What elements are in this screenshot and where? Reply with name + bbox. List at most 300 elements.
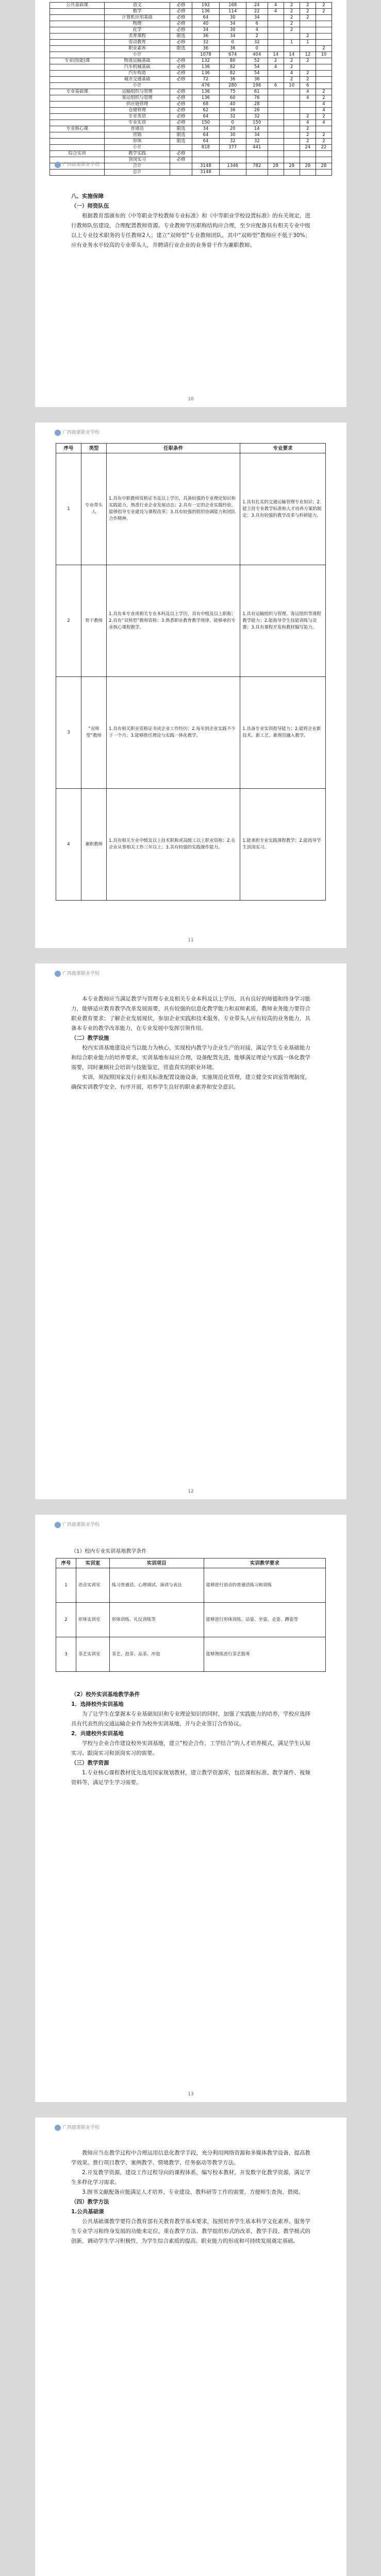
column-header: 实训教学要求 (204, 1558, 325, 1568)
table-cell: 28 (316, 163, 332, 170)
table-cell: 计算机应用基础 (105, 15, 170, 21)
table-row (50, 9, 332, 15)
table-cell: 75 (219, 89, 246, 95)
table-cell: 404 (246, 52, 268, 58)
table-cell: 总计 (105, 170, 170, 176)
table-cell (268, 114, 284, 120)
table-cell (284, 170, 300, 176)
table-cell: 28 (284, 163, 300, 170)
table-cell (316, 157, 332, 163)
table-row (50, 120, 332, 126)
table-cell (268, 132, 284, 139)
table-cell: 132 (192, 58, 219, 64)
table-cell: 76 (246, 95, 268, 101)
table-row (50, 114, 332, 120)
table-cell: 2 (300, 3, 316, 9)
page-number: 10 (188, 397, 194, 402)
table-cell: 34 (246, 132, 268, 139)
table-cell: 2 (300, 9, 316, 15)
section-heading: 八、实施保障 (71, 193, 104, 199)
table-cell: 1 (56, 453, 81, 565)
table-cell: 64 (192, 132, 219, 139)
group-label: 公共基础课 (50, 3, 105, 9)
table-cell: 28 (246, 101, 268, 108)
table-cell: 茶艺、泡茶、品茶、冲泡 (109, 1637, 204, 1672)
table-cell: 物理 (105, 21, 170, 27)
table-cell: 30 (219, 27, 246, 33)
table-cell (300, 170, 316, 176)
table-cell: 782 (246, 163, 268, 170)
table-cell: 1346 (219, 163, 246, 170)
table-cell (284, 139, 300, 145)
table-cell (50, 139, 105, 145)
table-cell (300, 157, 316, 163)
table-cell: 能够进行语音的普通话练习和训练 (204, 1568, 325, 1603)
table-cell (268, 33, 284, 40)
table-cell: 2 (268, 58, 284, 64)
table-cell: 限选 (170, 33, 192, 40)
table-cell (284, 114, 300, 120)
table-cell (268, 71, 284, 77)
table-cell: 36 (219, 46, 246, 52)
table-cell: 形体实训室 (76, 1603, 110, 1637)
table-cell: 14 (246, 126, 268, 132)
table-cell (219, 170, 246, 176)
table-cell (50, 46, 105, 52)
table-cell: 2 (300, 132, 316, 139)
table-row (50, 126, 332, 132)
table-cell: 限选 (170, 126, 192, 132)
table-cell: 32 (219, 114, 246, 120)
table-cell: 必修 (170, 77, 192, 83)
table-cell: 6 (246, 21, 268, 27)
table-cell: 小计 (105, 145, 170, 151)
table-cell: 2 (316, 3, 332, 9)
school-logo-icon (55, 162, 61, 168)
table-row (50, 101, 332, 108)
table-cell (50, 71, 105, 77)
paragraph: 根据教育部颁布的《中等职业学校教师专业标准》和《中等职业学校设置标准》的有关规定，进行教师队伍建设，合理配置教师资源。专业教师学历职称结构应合理，至少应配备具有相关专业中级以上专业技术职务的专任教师2人；建立“双师型”专业教师团队，其中“双师型”教师应不低于30%；应有业务水平较高的专业带头人，并聘请行业企业的业务骨干作为兼职教师。 (71, 213, 310, 248)
table-cell (284, 157, 300, 163)
table-cell: 2 (316, 139, 332, 145)
table-cell: 36 (246, 77, 268, 83)
table-cell: 82 (219, 71, 246, 77)
table-cell (50, 21, 105, 27)
table-cell: 1.具有相关职业资格证书或企业工作经历；2.每年到企业实践不少于一个月；3.能够胜任理论与实践一体化教学。 (107, 677, 240, 789)
table-cell: 2 (284, 58, 300, 64)
table-cell (300, 46, 316, 52)
table-cell: 必修 (170, 58, 192, 64)
table-row (56, 789, 326, 901)
table-cell: 汽车机械基础 (105, 64, 170, 71)
table-cell (170, 170, 192, 176)
table-cell: 2 (300, 71, 316, 77)
table-cell (316, 64, 332, 71)
table-cell: 64 (192, 15, 219, 21)
header-text: 广西鹿寨职业学校 (62, 2125, 100, 2130)
table-cell: 1.具有运输组织与管理、客运组织等课程教学能力；2.能指导学生技能训练与竞赛；3.具有课程开发和教材编写能力。 (240, 565, 326, 677)
section-heading: （四）教学方法 (71, 2199, 109, 2205)
page-header (55, 161, 100, 168)
paragraph: 2.开发教学资源，建设工作过程导向的课程体系，编写校本教材，开发数字化教学资源，满足学生多样化学习需求。 (71, 2170, 310, 2185)
table-cell: 2 (284, 27, 300, 33)
table-cell (268, 46, 284, 52)
table-cell: 2 (284, 77, 300, 83)
table-cell: 150 (246, 120, 268, 126)
table-cell: 32 (192, 40, 219, 46)
table-cell: 必修 (170, 151, 192, 157)
table-row (50, 83, 332, 89)
header-text: 广西鹿寨职业学校 (62, 430, 100, 435)
table-caption: （1）校内专业实训基地教学条件 (71, 1549, 147, 1554)
paragraph: 为了让学生在掌握本专业基础知识和专业理论知识的同时，加强了实践能力的培养，学校应选择具有代表性的交通运输企业作为校外实训基地，并与企业签订合作协议。 (71, 1711, 310, 1727)
column-header: 任职条件 (107, 444, 240, 453)
table-row (50, 71, 332, 77)
page-header (55, 2124, 100, 2131)
table-cell: 2 (246, 33, 268, 40)
table-cell: 136 (192, 64, 219, 71)
table-cell: 客运组织与管理 (105, 95, 170, 101)
table-cell (268, 95, 284, 101)
table-cell: 劳动教育 (105, 40, 170, 46)
table-cell: 196 (246, 83, 268, 89)
body-text (71, 1690, 310, 1788)
table-cell: 2 (284, 9, 300, 15)
table-cell: 骨干教师 (81, 565, 107, 677)
paragraph: 校内实训基地建设应当以能力为核心，实现校内教学与企业生产的对接，满足学生专业基础能力和综合职业能力的培养要求。实训基地布局应合理，设备配置先进，能够满足理论与实践一体化教学需要，同时兼顾社会培训与技能鉴定，营造真实的职业环境。 (71, 1045, 310, 1071)
table-cell (50, 77, 105, 83)
table-row (56, 1603, 326, 1637)
table-row (56, 677, 326, 789)
table-cell: 化学 (105, 27, 170, 33)
table-cell (50, 9, 105, 15)
group-label: 专业核心课 (50, 126, 105, 132)
column-header: 序号 (56, 444, 81, 453)
column-header: 实训室 (76, 1558, 110, 1568)
training-room-table (56, 1558, 326, 1672)
table-cell: 4 (300, 120, 316, 126)
table-cell: 1 (284, 40, 300, 46)
table-cell: 供应链管理 (105, 101, 170, 108)
table-row (50, 15, 332, 21)
table-cell: 1078 (192, 52, 219, 58)
table-cell: 必修 (170, 120, 192, 126)
table-cell (300, 151, 316, 157)
table-cell: 674 (219, 52, 246, 58)
table-cell (300, 64, 316, 71)
table-cell: 28 (268, 163, 284, 170)
table-cell: 合计 (105, 163, 170, 170)
table-cell (268, 120, 284, 126)
table-cell: 2 (300, 33, 316, 40)
table-cell: 限选 (170, 132, 192, 139)
table-cell (50, 15, 105, 21)
table-cell: 2 (316, 9, 332, 15)
table-cell (50, 64, 105, 71)
table-cell: 教学实践 (105, 151, 170, 157)
table-cell (268, 157, 284, 163)
table-row (50, 21, 332, 27)
table-row (50, 40, 332, 46)
group-label: 专业(技能)课 (50, 58, 105, 64)
table-row (50, 139, 332, 145)
table-cell: 60 (219, 95, 246, 101)
table-cell: 136 (192, 71, 219, 77)
table-cell: 64 (192, 139, 219, 145)
table-cell: 150 (192, 120, 219, 126)
table-cell: 2 (284, 21, 300, 27)
table-cell: 14 (268, 52, 284, 58)
table-cell: 36 (192, 46, 219, 52)
table-cell: 1.具有相关专业中级及以上技术职称或高级工以上职业资格；2.在企业从事相关工作三年以上；3.具有较强的实践操作能力。 (107, 789, 240, 901)
table-cell: 2 (284, 15, 300, 21)
table-cell (268, 77, 284, 83)
table-cell (50, 132, 105, 139)
table-cell (268, 21, 284, 27)
table-cell (268, 101, 284, 108)
table-cell: 练习普通话、心理调试、演讲与表达 (109, 1568, 204, 1603)
table-cell: 1.能承担专业实践课程教学；2.能指导学生顶岗实习。 (240, 789, 326, 901)
table-row (50, 3, 332, 9)
body-text (71, 2148, 310, 2246)
table-cell: 10 (284, 83, 300, 89)
table-cell: 普通话 (105, 126, 170, 132)
table-cell: 32 (246, 114, 268, 120)
table-row (56, 1637, 326, 1672)
table-cell: 62 (192, 108, 219, 114)
table-cell: 美育课程 (105, 33, 170, 40)
table-cell: 小计 (105, 52, 170, 58)
table-cell (284, 33, 300, 40)
table-cell: 顶岗实习 (105, 157, 170, 163)
table-row (56, 565, 326, 677)
table-cell: 1.具备专业实训指导能力；2.能将企业新技术、新工艺、新规范融入教学。 (240, 677, 326, 789)
table-cell: 4 (284, 71, 300, 77)
table-cell (50, 101, 105, 108)
table-cell: 52 (246, 58, 268, 64)
table-cell: 192 (192, 3, 219, 9)
table-cell: 运输组织与管理 (105, 89, 170, 95)
table-cell (268, 27, 284, 33)
table-cell: 2 (316, 46, 332, 52)
table-cell: 限选 (170, 46, 192, 52)
column-header: 类型 (81, 444, 107, 453)
table-cell: 专业英语 (105, 114, 170, 120)
table-cell: 能够熟练进行茶艺服务 (204, 1637, 325, 1672)
paragraph: 教师应当在教学过程中合理运用信息化教学手段，充分利用网络资源和多媒体教学设备，提高教学效果。推行项目教学、案例教学、情境教学、任务驱动等教学方法。 (71, 2150, 310, 2166)
table-cell: 34 (219, 33, 246, 40)
table-cell: 汽车构造 (105, 71, 170, 77)
table-cell: 2 (300, 15, 316, 21)
table-cell: 28 (300, 163, 316, 170)
table-cell: 仓储管理 (105, 108, 170, 114)
table-cell (316, 58, 332, 64)
table-row (50, 52, 332, 58)
paragraph: 实训，须按照国家及行业相关标准配置设施设备，实施规范化管理，建立健全实训室管理制度，确保实训教学安全、有序开展，培养学生良好的职业素养和安全意识。 (71, 1074, 310, 1090)
sub-heading: 1.公共基础课 (71, 2209, 104, 2215)
table-cell (246, 157, 268, 163)
table-row (50, 46, 332, 52)
table-cell: 14 (284, 52, 300, 58)
table-cell: 54 (246, 71, 268, 77)
table-cell (284, 89, 300, 95)
table-cell: 4 (316, 120, 332, 126)
table-cell (316, 21, 332, 27)
table-cell: 形体训练、礼仪训练等 (109, 1603, 204, 1637)
table-cell (268, 89, 284, 95)
table-cell: 32 (219, 139, 246, 145)
section-heading: （三）教学资源 (71, 1760, 109, 1766)
table-cell (284, 126, 300, 132)
table-cell: 26 (246, 108, 268, 114)
paragraph: 公共基础课教学要符合教育部有关教育教学基本要求，按照培养学生基本科学文化素养、服务学生专业学习和终身发展的功能来定位，重在教学方法、教学组织形式的改革，教学手段、教学模式的创新，调动学生学习积极性，为学生综合素质的提高、职业能力的形成和可持续发展奠定基础。 (71, 2218, 310, 2244)
table-cell: 441 (246, 145, 268, 151)
table-cell (50, 27, 105, 33)
table-cell: 2 (56, 565, 81, 677)
table-cell: 必修 (170, 64, 192, 71)
table-cell: 4 (300, 89, 316, 95)
sub-heading: （一）师资队伍 (71, 203, 109, 209)
table-row (50, 170, 332, 176)
table-cell: 2 (316, 132, 332, 139)
table-cell (219, 157, 246, 163)
table-cell: 476 (192, 83, 219, 89)
table-cell: 1.具有中职教师资格证书及以上学历，具备较强的专业理论知识和实践能力，熟悉行业企业发展动态；2.具有一定的企业实践经验，能够指导专业建设与课程改革；3.具有较强的组织协调能力和团队合作精神。 (107, 453, 240, 565)
table-cell: 82 (219, 64, 246, 71)
table-cell (284, 151, 300, 157)
table-cell: 4 (300, 95, 316, 101)
table-cell: 4 (246, 27, 268, 33)
table-cell (268, 15, 284, 21)
table-cell (316, 27, 332, 33)
table-cell: 64 (192, 114, 219, 120)
table-cell (284, 145, 300, 151)
table-cell (284, 132, 300, 139)
table-cell (170, 52, 192, 58)
table-cell: 34 (192, 27, 219, 33)
table-cell: 必修 (170, 157, 192, 163)
table-row (50, 77, 332, 83)
table-cell (50, 145, 105, 151)
table-cell: 必修 (170, 114, 192, 120)
table-row (56, 453, 326, 565)
table-cell (316, 33, 332, 40)
table-cell: 6 (300, 83, 316, 89)
table-header-row (56, 1558, 326, 1568)
table-cell: 必修 (170, 40, 192, 46)
paragraph: 本专业教师应当满足教学与管理专业及相关专业本科及以上学历，具有良好的师德和终身学习能力，能够适应教育教学改革发展需要，具有较强的信息化教学能力和双师素质，教师业务能力要符合职业教育要求；了解企业发展现状，参加企业实践和技术服务，专业带头人应有较高的业务能力，具备本专业的教学改革能力，在专业发展中发挥引领作用。 (71, 996, 310, 1031)
table-cell: 2 (56, 1603, 76, 1637)
table-cell: “双师型”教师 (81, 677, 107, 789)
document-page-4 (35, 1515, 346, 2102)
table-cell: 3148 (192, 170, 219, 176)
table-cell (268, 40, 284, 46)
table-cell (316, 71, 332, 77)
table-cell (316, 83, 332, 89)
table-row (50, 89, 332, 95)
table-cell (300, 108, 316, 114)
table-cell: 必修 (170, 15, 192, 21)
table-cell: 城市交通基础 (105, 77, 170, 83)
table-cell: 136 (192, 9, 219, 15)
table-cell: 1 (300, 40, 316, 46)
table-cell: 限选 (170, 139, 192, 145)
table-cell (316, 15, 332, 21)
table-cell: 2 (316, 89, 332, 95)
table-cell: 数学 (105, 9, 170, 15)
table-cell: 24 (300, 145, 316, 151)
table-row (50, 151, 332, 157)
table-cell (170, 83, 192, 89)
table-cell: 兼职教师 (81, 789, 107, 901)
table-cell: 3148 (192, 163, 219, 170)
paragraph: 学校与企业合作建设校外实训基地，建立“校企合作、工学结合”的人才培养模式，满足学生认知实习、跟岗实习和顶岗实习的需要。 (71, 1740, 310, 1756)
table-cell: 6 (268, 83, 284, 89)
table-cell: 40 (219, 101, 246, 108)
column-header: 专业要求 (240, 444, 326, 453)
table-row (50, 132, 332, 139)
table-cell (246, 151, 268, 157)
table-row (50, 64, 332, 71)
table-cell: 168 (219, 3, 246, 9)
table-cell (316, 40, 332, 46)
table-cell: 3 (56, 1637, 76, 1672)
table-cell: 必修 (170, 71, 192, 77)
table-cell (50, 95, 105, 101)
table-cell: 136 (192, 95, 219, 101)
table-cell: 34 (246, 15, 268, 21)
table-cell: 22 (316, 145, 332, 151)
table-cell: 20 (219, 126, 246, 132)
table-cell: 2 (316, 114, 332, 120)
document-page-1 (35, 0, 346, 407)
sub-heading: 1．选择校外实训基地 (71, 1701, 124, 1707)
table-cell (268, 108, 284, 114)
table-cell: 0 (219, 40, 246, 46)
table-cell: 必修 (170, 9, 192, 15)
table-cell (268, 139, 284, 145)
school-logo-icon (55, 2125, 61, 2131)
table-row (50, 108, 332, 114)
table-cell (284, 108, 300, 114)
paragraph: 1.专业核心课程教材优先选用国家规划教材，建立教学资源库，包括课程标准、教学课件、视频资料等，满足学生学习需要。 (71, 1770, 310, 1786)
table-cell: 必修 (170, 89, 192, 95)
page-header (55, 429, 100, 436)
table-cell: 必修 (170, 108, 192, 114)
table-cell: 80 (219, 58, 246, 64)
table-cell: 34 (219, 21, 246, 27)
table-cell (284, 120, 300, 126)
table-cell (170, 163, 192, 170)
table-cell: 茶艺实训室 (76, 1637, 110, 1672)
group-label: 专业基础课 (50, 89, 105, 95)
table-cell: 72 (192, 77, 219, 83)
header-text: 广西鹿寨职业学校 (62, 971, 100, 976)
table-cell (50, 52, 105, 58)
table-cell: 营销 (105, 132, 170, 139)
table-cell (50, 83, 105, 89)
page-number: 12 (188, 1489, 194, 1494)
table-cell: 0 (219, 120, 246, 126)
course-schedule-table (49, 2, 332, 176)
table-cell (50, 114, 105, 120)
table-cell: 12 (300, 52, 316, 58)
table-cell: 职业素养 (105, 46, 170, 52)
school-logo-icon (55, 1522, 61, 1528)
table-cell: 4 (316, 101, 332, 108)
table-cell: 30 (219, 132, 246, 139)
table-cell: 2 (284, 3, 300, 9)
